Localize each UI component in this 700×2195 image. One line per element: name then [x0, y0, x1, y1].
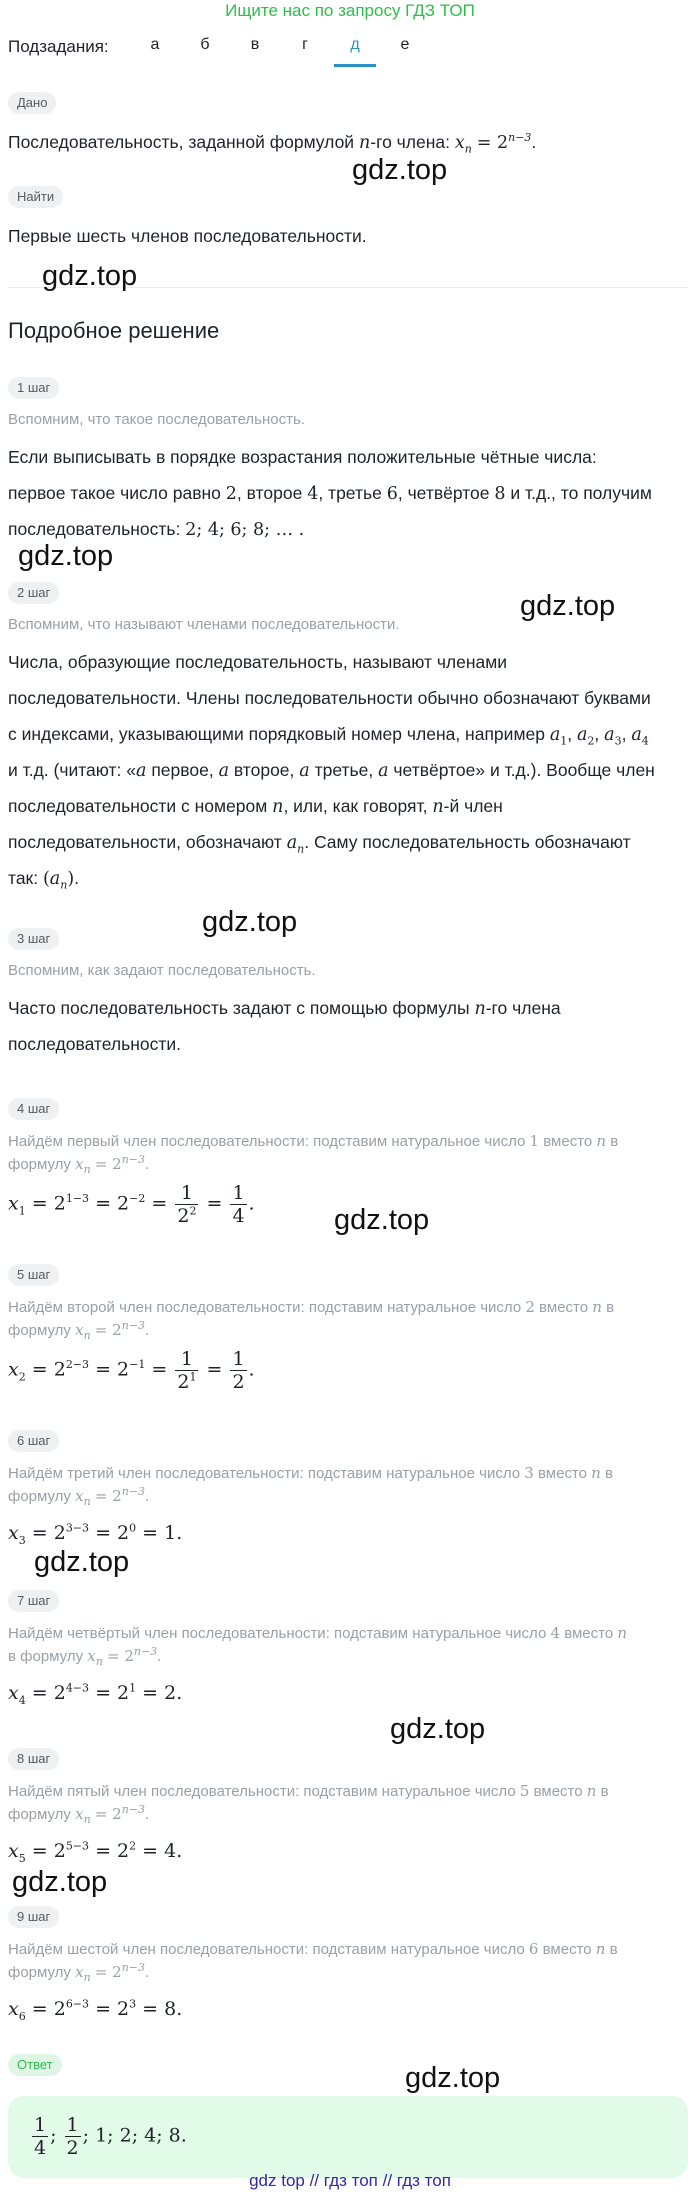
step-3-line-2: последовательности. — [8, 1034, 182, 1054]
step-9-formula: $x_6 = 2^{6-3} = 2^3 = 8$. — [8, 1997, 183, 2023]
watermark: gdz.top — [202, 906, 298, 938]
step-4-hint: Найдём первый член последовательности: подставим натуральное число 1 вместо n в формулу $x_n = 2^{n-3}$. — [8, 1132, 619, 1176]
tab-e[interactable]: е — [400, 36, 410, 53]
watermark: gdz.top — [334, 1204, 430, 1236]
step-5-formula: $x_2 = 2^{2-3} = 2^{-1}$ = $\frac{1}{2^1}$ = $\frac{1}{2}$ . — [8, 1348, 255, 1393]
search-banner[interactable]: Ищите нас по запросу ГДЗ ТОП — [225, 1, 475, 20]
step-6-badge: 6 шаг — [8, 1430, 59, 1452]
step-1-line-1: Если выписывать в порядке возрастания положительные чётные числа: — [8, 447, 597, 467]
given-text: Последовательность, заданной формулой n-го члена: $x_n = 2^{n-3}$. — [8, 131, 537, 156]
step-6-hint: Найдём третий член последовательности: подставим натуральное число 3 вместо n в формулу $x_n = 2^{n-3}$. — [8, 1464, 613, 1508]
step-1-badge: 1 шаг — [8, 377, 59, 399]
step-1-line-3: последовательность: 2; 4; 6; 8; … . — [8, 519, 305, 540]
step-5-badge: 5 шаг — [8, 1264, 59, 1286]
find-text: Первые шесть членов последовательности. — [8, 226, 367, 246]
step-3-line-1: Часто последовательность задают с помощью формулы n-го члена — [8, 998, 561, 1019]
step-2-line-1: Числа, образующие последовательность, называют членами — [8, 652, 508, 672]
section-title: Подробное решение — [8, 318, 220, 343]
step-7-hint: Найдём четвёртый член последовательности: подставим натуральное число 4 вместо n в формулу $x_n = 2^{n-3}$. — [8, 1624, 628, 1668]
tab-d[interactable]: д — [334, 28, 376, 67]
step-2-hint: Вспомним, что называют членами последовательности. — [8, 616, 400, 633]
watermark: gdz.top — [18, 540, 114, 572]
step-7-badge: 7 шаг — [8, 1590, 59, 1612]
given-badge: Дано — [8, 92, 56, 114]
step-4-formula: $x_1 = 2^{1-3} = 2^{-2}$ = $\frac{1}{2^2}$ = $\frac{1}{4}$ . — [8, 1182, 255, 1227]
watermark: gdz.top — [12, 1866, 108, 1898]
step-6-formula: $x_3 = 2^{3-3} = 2^0 = 1$. — [8, 1521, 183, 1547]
tab-a[interactable]: а — [150, 36, 160, 53]
step-3-badge: 3 шаг — [8, 928, 59, 950]
step-4-badge: 4 шаг — [8, 1098, 59, 1120]
step-1-line-2: первое такое число равно 2, второе 4, третье 6, четвёртое 8 и т.д., то получим — [8, 483, 652, 504]
watermark: gdz.top — [390, 1713, 486, 1745]
subtask-tabs — [134, 28, 434, 66]
step-9-hint: Найдём шестой член последовательности: подставим натуральное число 6 вместо n в формулу $x_n = 2^{n-3}$. — [8, 1940, 618, 1984]
answer-badge: Ответ — [8, 2054, 62, 2076]
step-2-line-7: так: $(a_n)$. — [8, 868, 80, 892]
step-3-hint: Вспомним, как задают последовательность. — [8, 962, 316, 979]
step-8-badge: 8 шаг — [8, 1748, 59, 1770]
watermark: gdz.top — [352, 154, 448, 186]
step-7-formula: $x_4 = 2^{4-3} = 2^1 = 2$. — [8, 1681, 183, 1707]
step-8-hint: Найдём пятый член последовательности: подставим натуральное число 5 вместо n в формулу $x_n = 2^{n-3}$. — [8, 1782, 609, 1826]
find-badge: Найти — [8, 186, 63, 208]
step-2-line-4: и т.д. (читают: «a первое, a второе, a третье, a четвёртое» и т.д.). Вообще член — [8, 760, 655, 781]
watermark: gdz.top — [34, 1546, 130, 1578]
step-1-hint: Вспомним, что такое последовательность. — [8, 411, 305, 428]
tab-g[interactable]: г — [302, 36, 308, 53]
step-9-badge: 9 шаг — [8, 1906, 59, 1928]
step-8-formula: $x_5 = 2^{5-3} = 2^2 = 4$. — [8, 1839, 183, 1865]
subtasks-label: Подзадания: — [8, 37, 109, 56]
watermark: gdz.top — [405, 2062, 501, 2094]
tab-b[interactable]: б — [200, 36, 210, 53]
answer-value: $\frac{1}{4}$ ; $\frac{1}{2}$ ; 1; 2; 4; 8. — [34, 2114, 187, 2159]
watermark: gdz.top — [520, 590, 616, 622]
step-2-line-2: последовательности. Члены последовательности обычно обозначают буквами — [8, 688, 651, 708]
answer-box — [8, 2096, 688, 2178]
step-2-line-5: последовательности с номером n, или, как говорят, n-й член — [8, 796, 503, 817]
footer-links[interactable]: gdz top // гдз топ // гдз топ — [249, 2171, 451, 2190]
step-2-line-3: с индексами, указывающими порядковый номер члена, например $a_1$, $a_2$, $a_3$, $a_4$ — [8, 724, 649, 748]
watermark: gdz.top — [42, 260, 138, 292]
subtasks-bar — [8, 28, 688, 66]
step-2-badge: 2 шаг — [8, 582, 59, 604]
tab-v[interactable]: в — [250, 36, 260, 53]
step-2-line-6: последовательности, обозначают $a_n$. Саму последовательность обозначают — [8, 832, 631, 856]
step-5-hint: Найдём второй член последовательности: подставим натуральное число 2 вместо n в формулу $x_n = 2^{n-3}$. — [8, 1298, 615, 1342]
